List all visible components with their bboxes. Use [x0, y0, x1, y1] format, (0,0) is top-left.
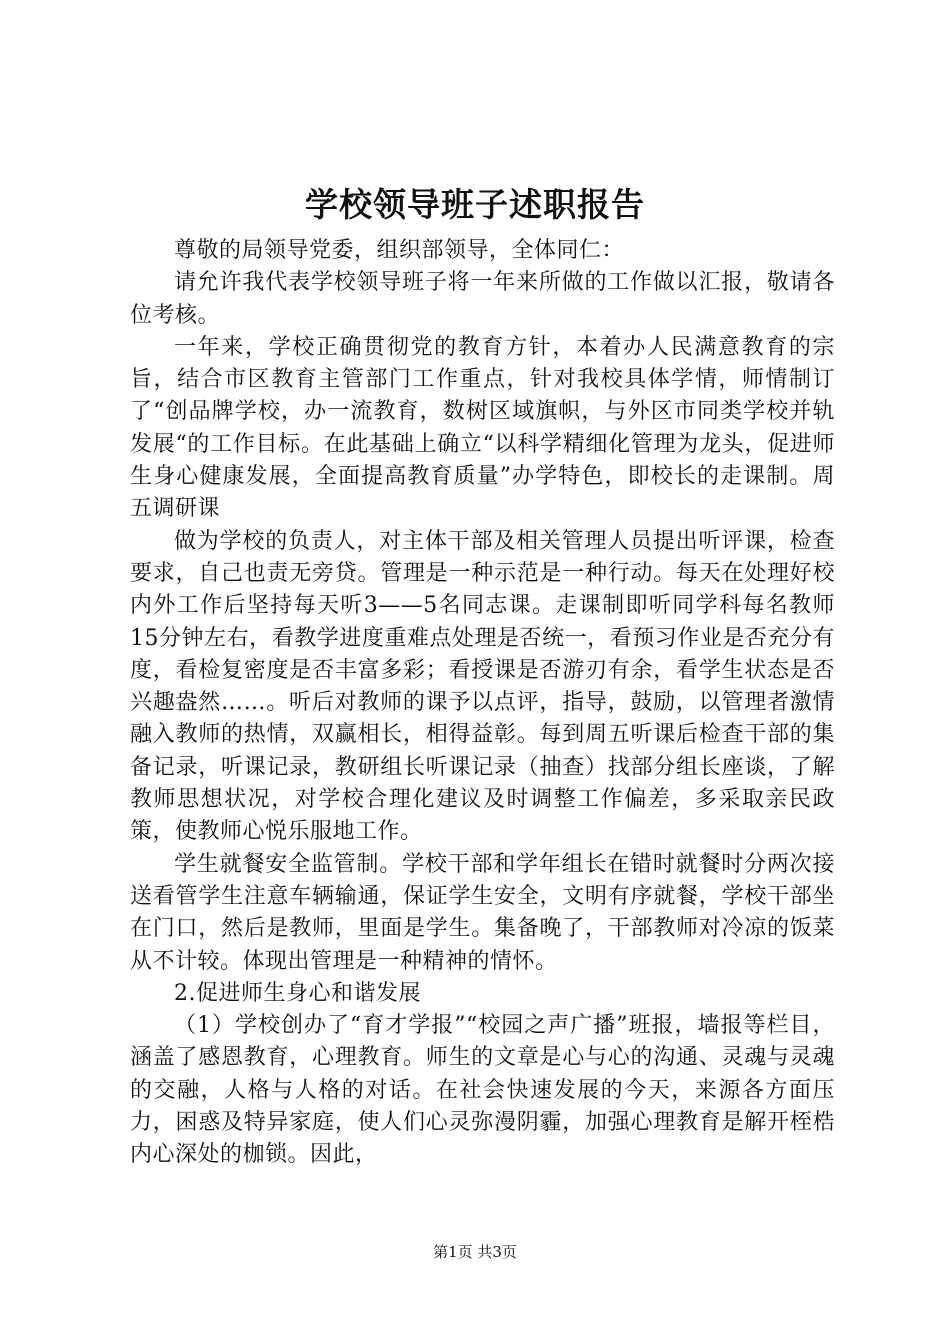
paragraph-school-paper: （1）学校创办了“育才学报”“校园之声广播”班报，墙报等栏目，涵盖了感恩教育，心理教育。师生的文章是心与心的沟通、灵魂与灵魂的交融，人格与人格的对话。在社会快速发展的今天，来源各方面压力，困惑及特异家庭，使人们心灵弥漫阴霾，加强心理教育是解开桎梏内心深处的枷锁。因此， — [130, 1013, 835, 1168]
paragraph-goals: 一年来，学校正确贯彻党的教育方针，本着办人民满意教育的宗旨，结合市区教育主管部门工作重点，针对我校具体学情，师情制订了“创品牌学校，办一流教育，数树区域旗帜，与外区市同类学校并轨发展“的工作目标。在此基础上确立“以科学精细化管理为龙头，促进师生身心健康发展，全面提高教育质量”办学特色，即校长的走课制。周五调研课 — [130, 334, 835, 522]
page-title: 学校领导班子述职报告 — [305, 185, 645, 224]
document-body — [130, 235, 835, 1172]
paragraph-salutation: 尊敬的局领导党委，组织部领导，全体同仁： — [174, 238, 625, 263]
page-footer: 第1页 共3页 — [433, 1243, 517, 1261]
section-heading: 2.促进师生身心和谐发展 — [174, 980, 421, 1006]
paragraph-lesson-walk: 做为学校的负责人，对主体干部及相关管理人员提出听评课，检查要求，自己也责无旁贷。管理是一种示范是一种行动。每天在处理好校内外工作后坚持每天听3——5名同志课。走课制即听同学科每名教师15分钟左右，看教学进度重难点处理是否统一，看预习作业是否充分有度，看检复密度是否丰富多彩；看授课是否游刃有余，看学生状态是否兴趣盎然……。听后对教师的课予以点评，指导，鼓励，以管理者激情融入教师的热情，双赢相长，相得益彰。每到周五听课后检查干部的集备记录，听课记录，教研组长听课记录（抽查）找部分组长座谈，了解教师思想状况，对学校合理化建议及时调整工作偏差，多采取亲民政策，使教师心悦乐服地工作。 — [130, 528, 835, 845]
paragraph-dining-safety: 学生就餐安全监管制。学校干部和学年组长在错时就餐时分两次接送看管学生注意车辆输通，保证学生安全，文明有序就餐，学校干部坐在门口，然后是教师，里面是学生。集备晚了，干部教师对冷凉的饭菜从不计较。体现出管理是一种精神的情怀。 — [130, 851, 835, 974]
paragraph-intro: 请允许我代表学校领导班子将一年来所做的工作做以汇报，敬请各位考核。 — [130, 270, 835, 328]
